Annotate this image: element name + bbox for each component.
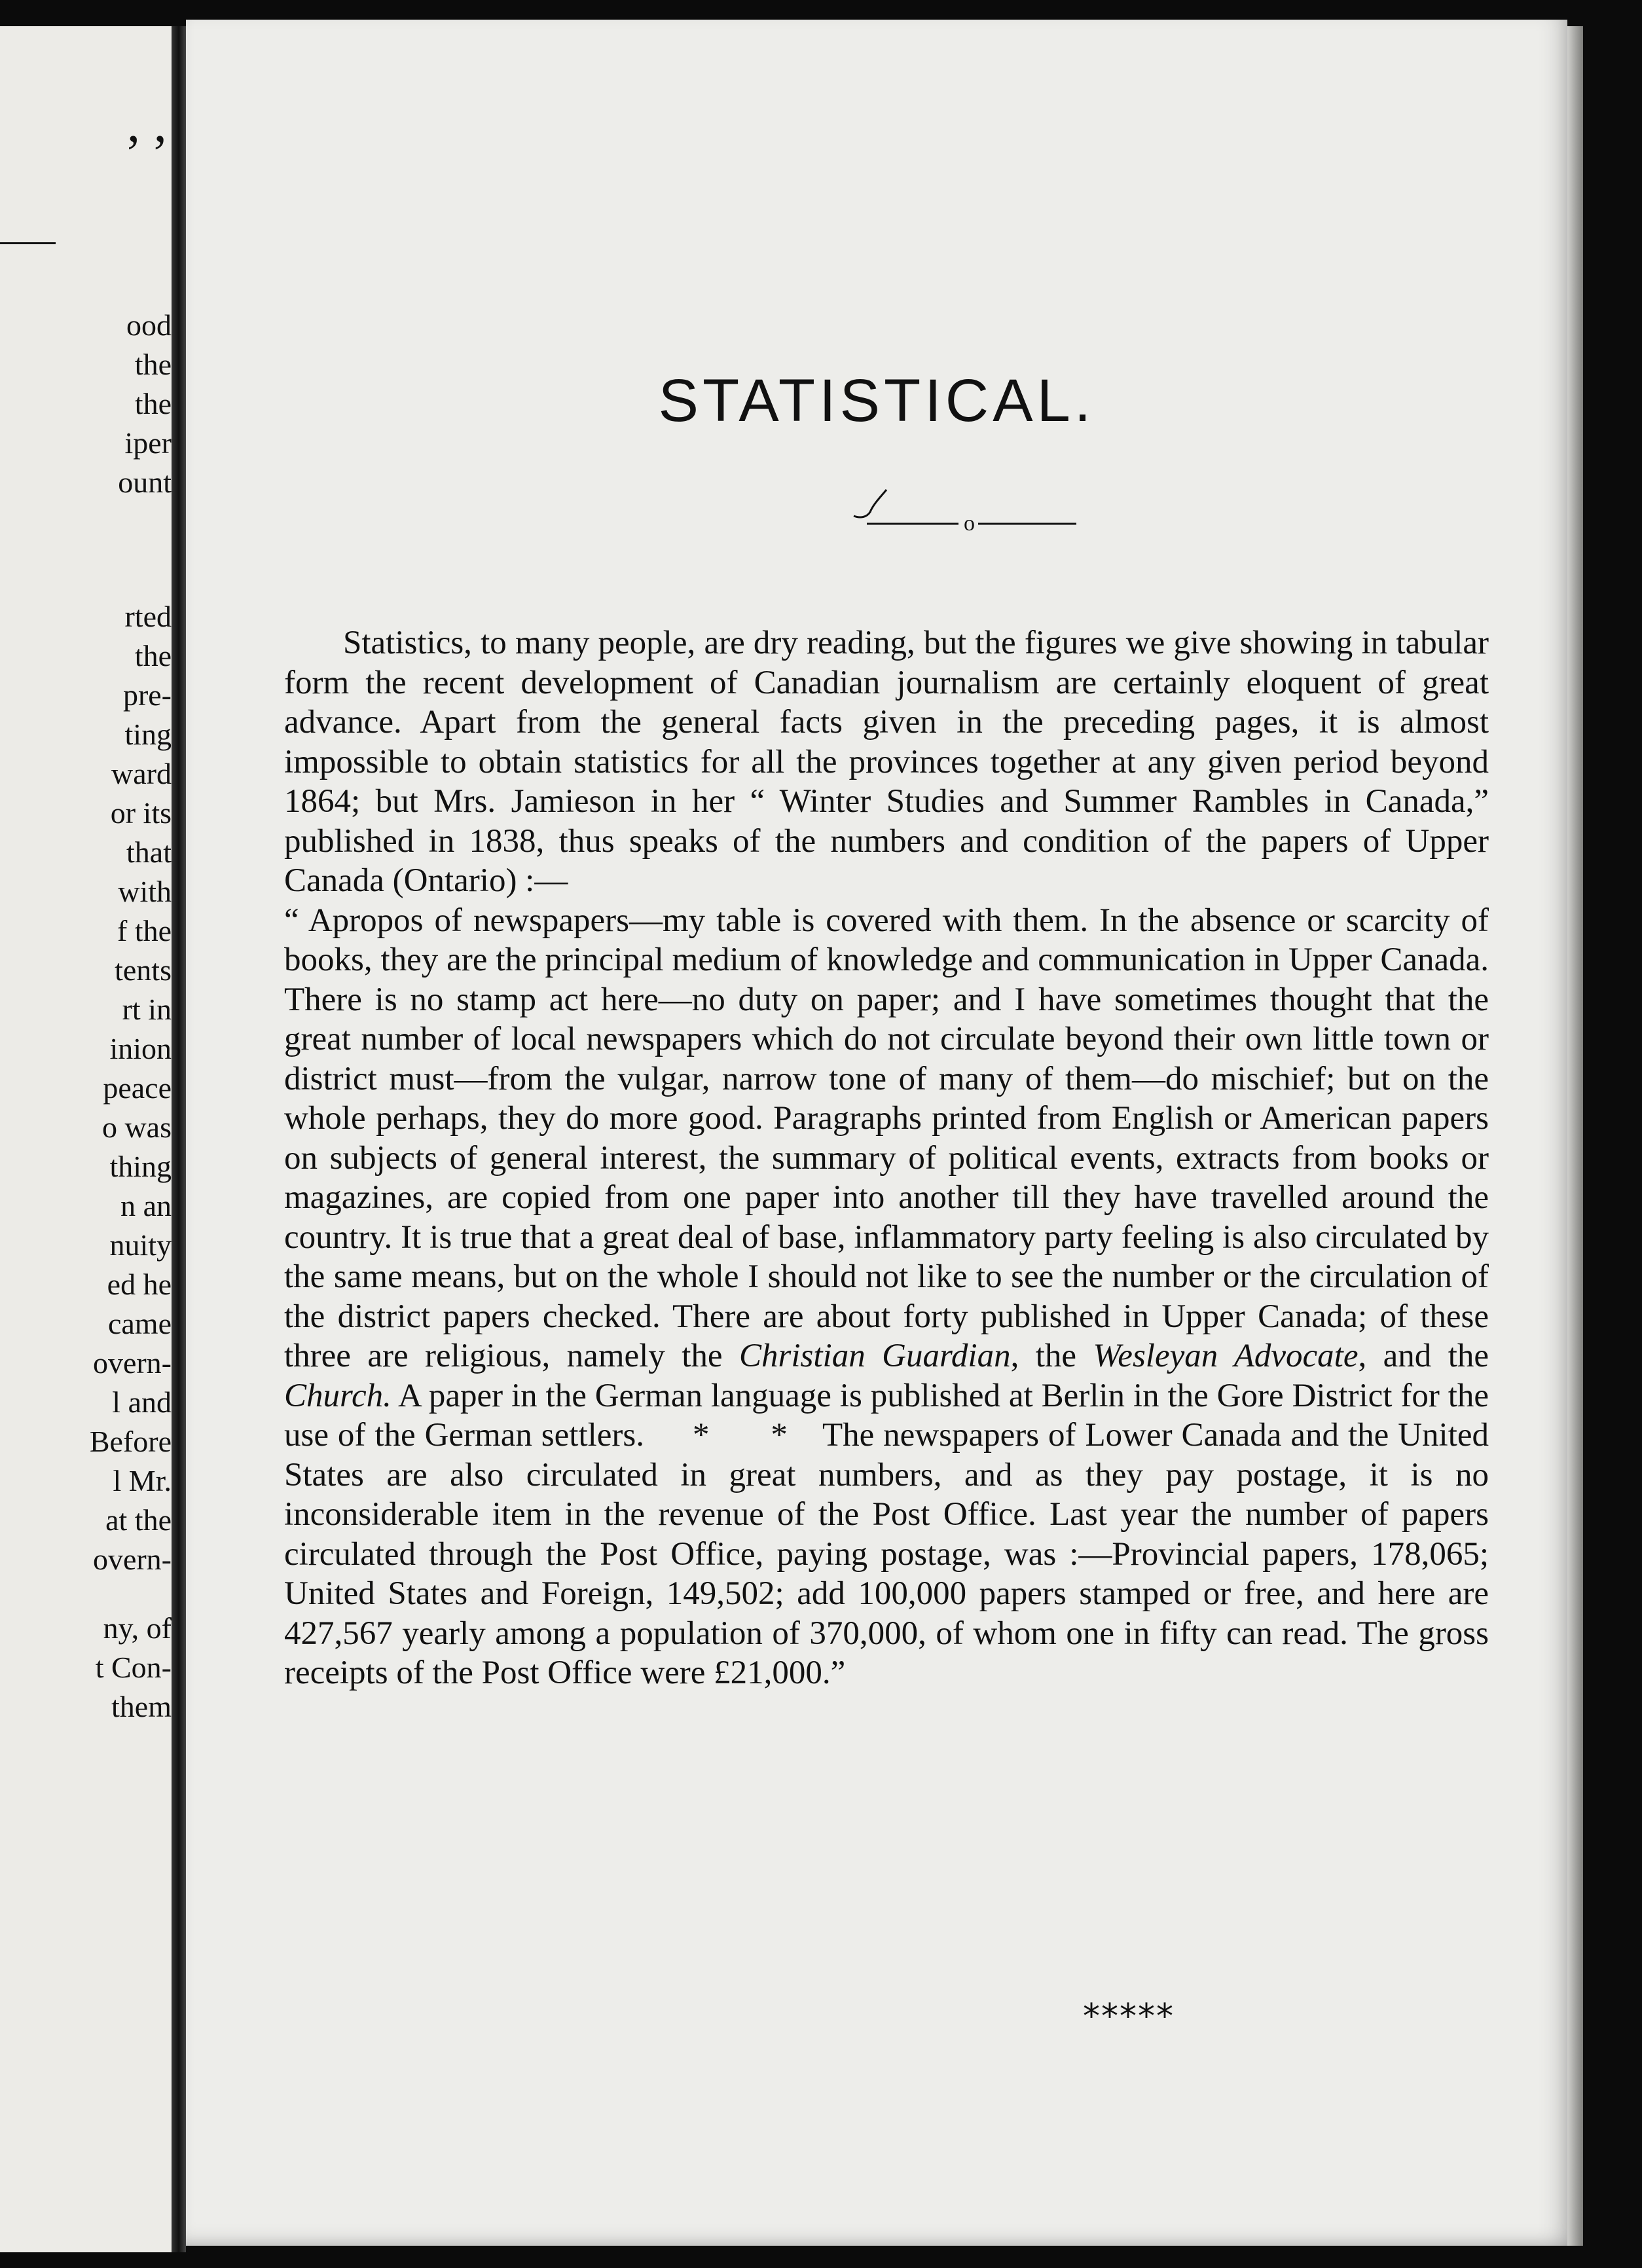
page-edge — [1567, 26, 1583, 2246]
left-line: overn- — [92, 1346, 172, 1380]
left-line: overn- — [92, 1543, 172, 1576]
quotation-text-2: A paper in the German language is published at Berlin in the Gore District for the use of the German settlers. — [284, 1377, 1489, 1454]
left-line: rt in — [122, 993, 172, 1026]
ellipsis-asterisks: * * — [692, 1417, 814, 1454]
left-page-rule — [0, 242, 56, 244]
left-page-marks: ’ ’ — [124, 125, 169, 183]
left-line: ed he — [107, 1268, 172, 1301]
left-line: rted — [124, 600, 172, 633]
left-line: at the — [105, 1503, 172, 1537]
left-line: ny, of — [103, 1611, 172, 1645]
quotation-paragraph — [284, 901, 1489, 1693]
paper-title-christian-guardian: Christian Guardian — [739, 1338, 1011, 1374]
ornament-flourish — [854, 490, 886, 517]
left-line: f the — [117, 914, 172, 947]
left-line: with — [118, 875, 172, 908]
left-line: l and — [112, 1385, 172, 1419]
separator-1: , the — [1010, 1338, 1077, 1374]
title-ornament-rule — [684, 478, 1076, 537]
left-line: t Con- — [95, 1651, 172, 1684]
left-line: ting — [124, 718, 172, 751]
left-line: inion — [109, 1032, 172, 1065]
end-asterisks: ***** — [1083, 1997, 1175, 2036]
left-facing-page — [0, 26, 183, 2252]
left-line: iper — [124, 426, 172, 460]
left-line: the — [134, 348, 172, 381]
paper-title-wesleyan-advocate: Wesleyan Advocate — [1093, 1338, 1359, 1374]
left-line: or its — [110, 796, 172, 830]
paper-title-church: Church. — [284, 1377, 392, 1414]
left-line: that — [126, 835, 172, 869]
left-line: o was — [101, 1110, 172, 1144]
separator-2: , and the — [1358, 1338, 1489, 1374]
book-page — [186, 20, 1567, 2246]
left-line: ount — [118, 466, 172, 499]
ornament-letter: o — [964, 511, 975, 536]
article-body — [284, 623, 1489, 1693]
left-line: ward — [111, 757, 172, 790]
left-line: ood — [126, 308, 172, 342]
left-line: them — [111, 1690, 172, 1723]
left-line: l Mr. — [113, 1464, 172, 1497]
left-line: the — [134, 387, 172, 420]
left-line: tents — [115, 953, 172, 987]
left-line: came — [107, 1307, 172, 1340]
quotation-text-1: “ Apropos of newspapers—my table is covered with them. In the absence or scarcity of books, they are the principal medium of knowledge and communication in Upper Canada. There is no stamp act here—no duty on paper; and I have sometimes thought that the great number of local newspapers which do not circulate beyond their own little town or district must—from the vulgar, narrow tone of many of them—do mischief; but on the whole perhaps, they do more good. Paragraphs printed from English or American papers on subjects of general interest, the summary of political events, extracts from books or magazines, are copied from one paper into another till they have travelled around the country. It is true that a great deal of base, inflammatory party feeling is also circulated by the same means, but on the whole I should not like to see the number or the circulation of the district papers checked. There are about forty published in Upper Canada; of these three are religious, namely the — [284, 902, 1489, 1374]
book-spine — [172, 26, 186, 2252]
left-line: the — [134, 639, 172, 672]
quotation-text-3: The newspapers of Lower Canada and the United States are also circulated in great numbers, and as they pay postage, it is no inconsiderable item in the revenue of the Post Office. Last year the number of papers circulated through the Post Office, paying postage, was :—Provincial papers, 178,065; United States and Foreign, 149,502; add 100,000 papers stamped or free, and here are 427,567 yearly among a population of 370,000, of whom one in fifty can read. The gross receipts of the Post Office were £21,000.” — [284, 1417, 1489, 1691]
left-line: Before — [89, 1425, 172, 1458]
intro-paragraph: Statistics, to many people, are dry reading, but the figures we give showing in tabular form the recent development of Canadian journalism are certainly eloquent of great advance. Apart from the general facts given in the preceding pages, it is almost impossible to obtain statistics for all the provinces together at any given period beyond 1864; but Mrs. Jamieson in her “ Winter Studies and Summer Rambles in Canada,” published in 1838, thus speaks of the numbers and condition of the papers of Upper Canada (Ontario) :— — [284, 625, 1489, 899]
left-line: n an — [120, 1189, 172, 1222]
page-title: STATISTICAL. — [658, 367, 1095, 434]
left-line: nuity — [109, 1228, 172, 1262]
left-line: pre- — [122, 678, 172, 712]
left-line: peace — [103, 1071, 172, 1105]
left-line: thing — [109, 1150, 172, 1183]
